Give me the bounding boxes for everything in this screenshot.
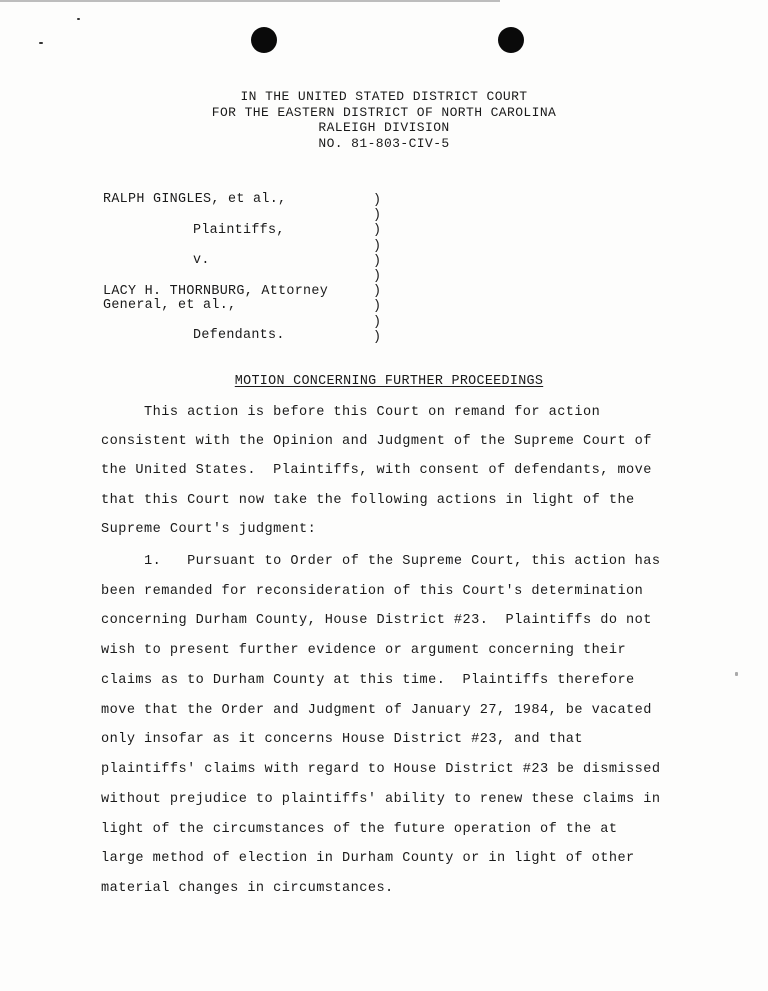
caption-paren: ) (373, 299, 382, 315)
document-title (0, 374, 768, 389)
defendant-role: Defendants. (193, 328, 285, 343)
caption-paren: ) (373, 253, 382, 269)
paragraph-line: 1. Pursuant to Order of the Supreme Court, this action has (101, 554, 661, 569)
paragraph-line: only insofar as it concerns House District #23, and that (101, 732, 584, 747)
document-title-text: MOTION CONCERNING FURTHER PROCEEDINGS (234, 374, 544, 389)
paragraph-line: material changes in circumstances. (101, 881, 394, 896)
scan-speck (735, 672, 738, 676)
paragraph-line: light of the circumstances of the future operation of the at (101, 822, 618, 837)
heading-line-division: RALEIGH DIVISION (318, 120, 450, 135)
defendant-name-line2: General, et al., (103, 298, 237, 313)
paragraph-line: been remanded for reconsideration of this Court's determination (101, 584, 644, 599)
plaintiff-role: Plaintiffs, (193, 223, 285, 238)
paragraph-line: plaintiffs' claims with regard to House District #23 be dismissed (101, 762, 661, 777)
paragraph-line: Supreme Court's judgment: (101, 522, 317, 537)
paragraph-line: wish to present further evidence or argument concerning their (101, 643, 627, 658)
caption-paren: ) (373, 268, 382, 284)
caption-paren: ) (373, 223, 382, 239)
paragraph-line: large method of election in Durham County or in light of other (101, 851, 635, 866)
paragraph-line: the United States. Plaintiffs, with consent of defendants, move (101, 463, 652, 478)
paragraph-line: claims as to Durham County at this time. Plaintiffs therefore (101, 673, 635, 688)
caption-paren: ) (373, 193, 382, 208)
hole-punch-left (251, 27, 277, 53)
scan-edge-line (0, 0, 500, 2)
paragraph-line: that this Court now take the following actions in light of the (101, 493, 635, 508)
caption-paren: ) (373, 314, 382, 330)
heading-line-district: FOR THE EASTERN DISTRICT OF NORTH CAROLINA (211, 104, 557, 120)
versus: v. (193, 253, 210, 268)
heading-line-court: IN THE UNITED STATED DISTRICT COURT (240, 89, 528, 104)
paragraph-line: consistent with the Opinion and Judgment of the Supreme Court of (101, 434, 652, 449)
hole-punch-right (498, 27, 524, 53)
scan-speck (77, 18, 80, 20)
caption-paren: ) (373, 329, 382, 345)
plaintiff-name: RALPH GINGLES, et al., (103, 192, 287, 207)
heading-line-case-number: NO. 81-803-CIV-5 (318, 135, 450, 151)
paragraph-line: This action is before this Court on remand for action (101, 405, 601, 420)
caption-paren: ) (373, 238, 382, 254)
defendant-name-line1: LACY H. THORNBURG, Attorney (103, 284, 329, 299)
scan-speck (39, 42, 43, 44)
paragraph-line: concerning Durham County, House District #23. Plaintiffs do not (101, 613, 652, 628)
court-heading (0, 89, 768, 151)
caption-paren: ) (373, 208, 382, 224)
paragraph-line: move that the Order and Judgment of January 27, 1984, be vacated (101, 703, 652, 718)
caption-paren: ) (373, 284, 382, 300)
paragraph-line: without prejudice to plaintiffs' ability to renew these claims in (101, 792, 661, 807)
caption-parentheses (373, 193, 381, 345)
